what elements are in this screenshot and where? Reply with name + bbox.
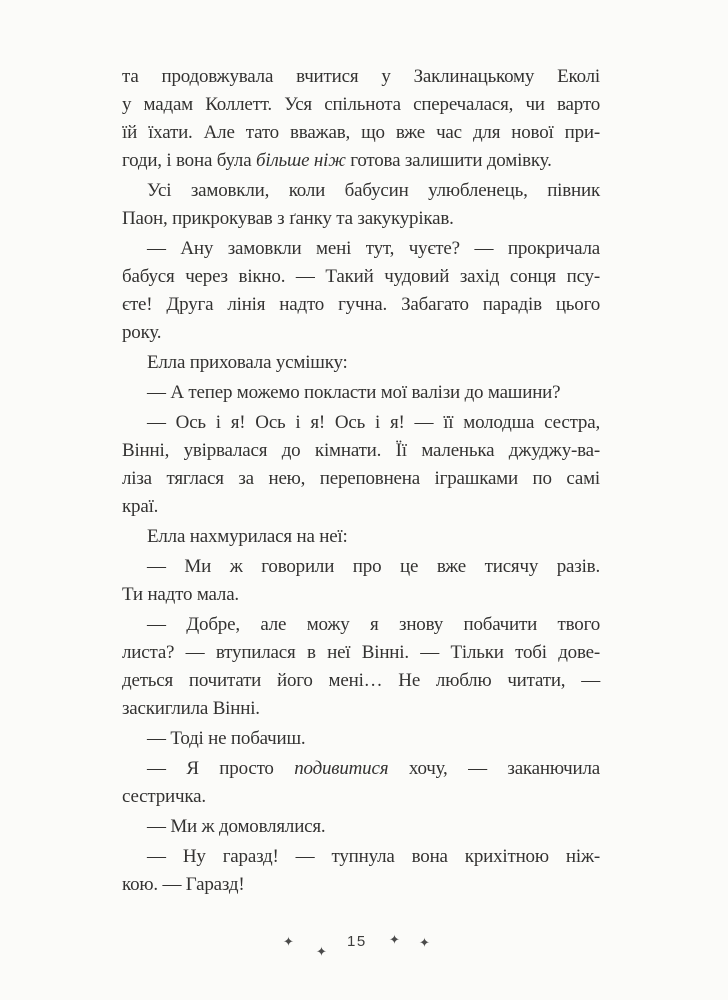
text-line (122, 639, 600, 667)
text-line (122, 611, 600, 639)
text-line (122, 783, 600, 811)
text-segment: — Ану замовкли мені тут, чуєте? — прокричала (147, 238, 600, 259)
page-number: 15 (347, 933, 367, 950)
text-line (122, 755, 600, 783)
text-segment: деться почитати його мені… Не люблю читати, — (122, 670, 600, 691)
text-segment: Вінні, увірвалася до кімнати. Її маленька джуджу-ва- (122, 440, 600, 461)
text-segment: та продовжувала вчитися у Заклинацькому Еколі (122, 66, 600, 87)
text-line (122, 465, 600, 493)
paragraph (122, 379, 600, 407)
text-line (122, 695, 600, 723)
text-segment: — Я просто (147, 758, 295, 779)
text-segment: краї. (122, 496, 159, 517)
italic-text: подивитися (294, 758, 389, 779)
paragraph (122, 725, 600, 753)
text-segment: — Добре, але можу я знову побачити твого (147, 614, 600, 635)
text-line (122, 493, 600, 521)
text-segment: — Ми ж домовлялися. (147, 816, 326, 837)
text-line (122, 813, 600, 841)
paragraph (122, 755, 600, 811)
text-segment: листа? — втупилася в неї Вінні. — Тільки тобі дове- (122, 642, 600, 663)
text-line (122, 523, 600, 551)
text-segment: хочу, — заканючила (388, 758, 600, 779)
text-line (122, 291, 600, 319)
text-line (122, 177, 600, 205)
paragraph (122, 409, 600, 521)
text-line (122, 119, 600, 147)
text-segment: Усі замовкли, коли бабусин улюбленець, півник (147, 180, 600, 201)
text-line (122, 409, 600, 437)
text-segment: годи, і вона була (122, 150, 257, 171)
text-segment: їй їхати. Але тато вважав, що вже час для нової при- (122, 122, 600, 143)
sparkle-icon: ✦ (316, 945, 327, 960)
text-line (122, 379, 600, 407)
text-segment: — Ну гаразд! — тупнула вона крихітною ніж- (147, 846, 600, 867)
text-segment: заскиглила Вінні. (122, 698, 260, 719)
paragraph (122, 177, 600, 233)
text-line (122, 725, 600, 753)
text-line (122, 263, 600, 291)
text-line (122, 319, 600, 347)
text-line (122, 235, 600, 263)
paragraph (122, 523, 600, 551)
text-segment: — Ми ж говорили про це вже тисячу разів. (147, 556, 600, 577)
text-segment: Ти надто мала. (122, 584, 239, 605)
text-line (122, 349, 600, 377)
text-line (122, 91, 600, 119)
text-line (122, 871, 600, 899)
paragraph (122, 843, 600, 899)
text-segment: — Тоді не побачиш. (147, 728, 306, 749)
paragraph (122, 63, 600, 175)
text-segment: — Ось і я! Ось і я! Ось і я! — її молодша сестра, (147, 412, 600, 433)
sparkle-icon: ✦ (419, 936, 430, 951)
text-line (122, 667, 600, 695)
text-segment: готова залишити домівку. (345, 150, 552, 171)
paragraph (122, 553, 600, 609)
text-line (122, 147, 600, 175)
text-segment: — А тепер можемо покласти мої валізи до машини? (147, 382, 561, 403)
paragraph (122, 611, 600, 723)
text-segment: у мадам Коллетт. Уся спільнота сперечалася, чи варто (122, 94, 600, 115)
text-segment: року. (122, 322, 162, 343)
text-line (122, 437, 600, 465)
text-line (122, 205, 600, 233)
text-segment: Елла нахмурилася на неї: (147, 526, 348, 547)
text-segment: кою. — Гаразд! (122, 874, 245, 895)
text-segment: сестричка. (122, 786, 206, 807)
text-segment: єте! Друга лінія надто гучна. Забагато парадів цього (122, 294, 600, 315)
text-segment: Елла приховала усмішку: (147, 352, 348, 373)
text-line (122, 581, 600, 609)
page-text-block (122, 63, 600, 899)
sparkle-icon: ✦ (389, 933, 400, 948)
italic-text: більше ніж (256, 150, 346, 171)
text-segment: ліза тяглася за нею, переповнена іграшками по самі (122, 468, 600, 489)
text-line (122, 63, 600, 91)
paragraph (122, 813, 600, 841)
text-line (122, 843, 600, 871)
paragraph (122, 235, 600, 347)
sparkle-icon: ✦ (283, 935, 294, 950)
text-line (122, 553, 600, 581)
text-segment: бабуся через вікно. — Такий чудовий захід сонця псу- (122, 266, 600, 287)
paragraph (122, 349, 600, 377)
text-segment: Паон, прикрокував з ґанку та закукурікав. (122, 208, 454, 229)
